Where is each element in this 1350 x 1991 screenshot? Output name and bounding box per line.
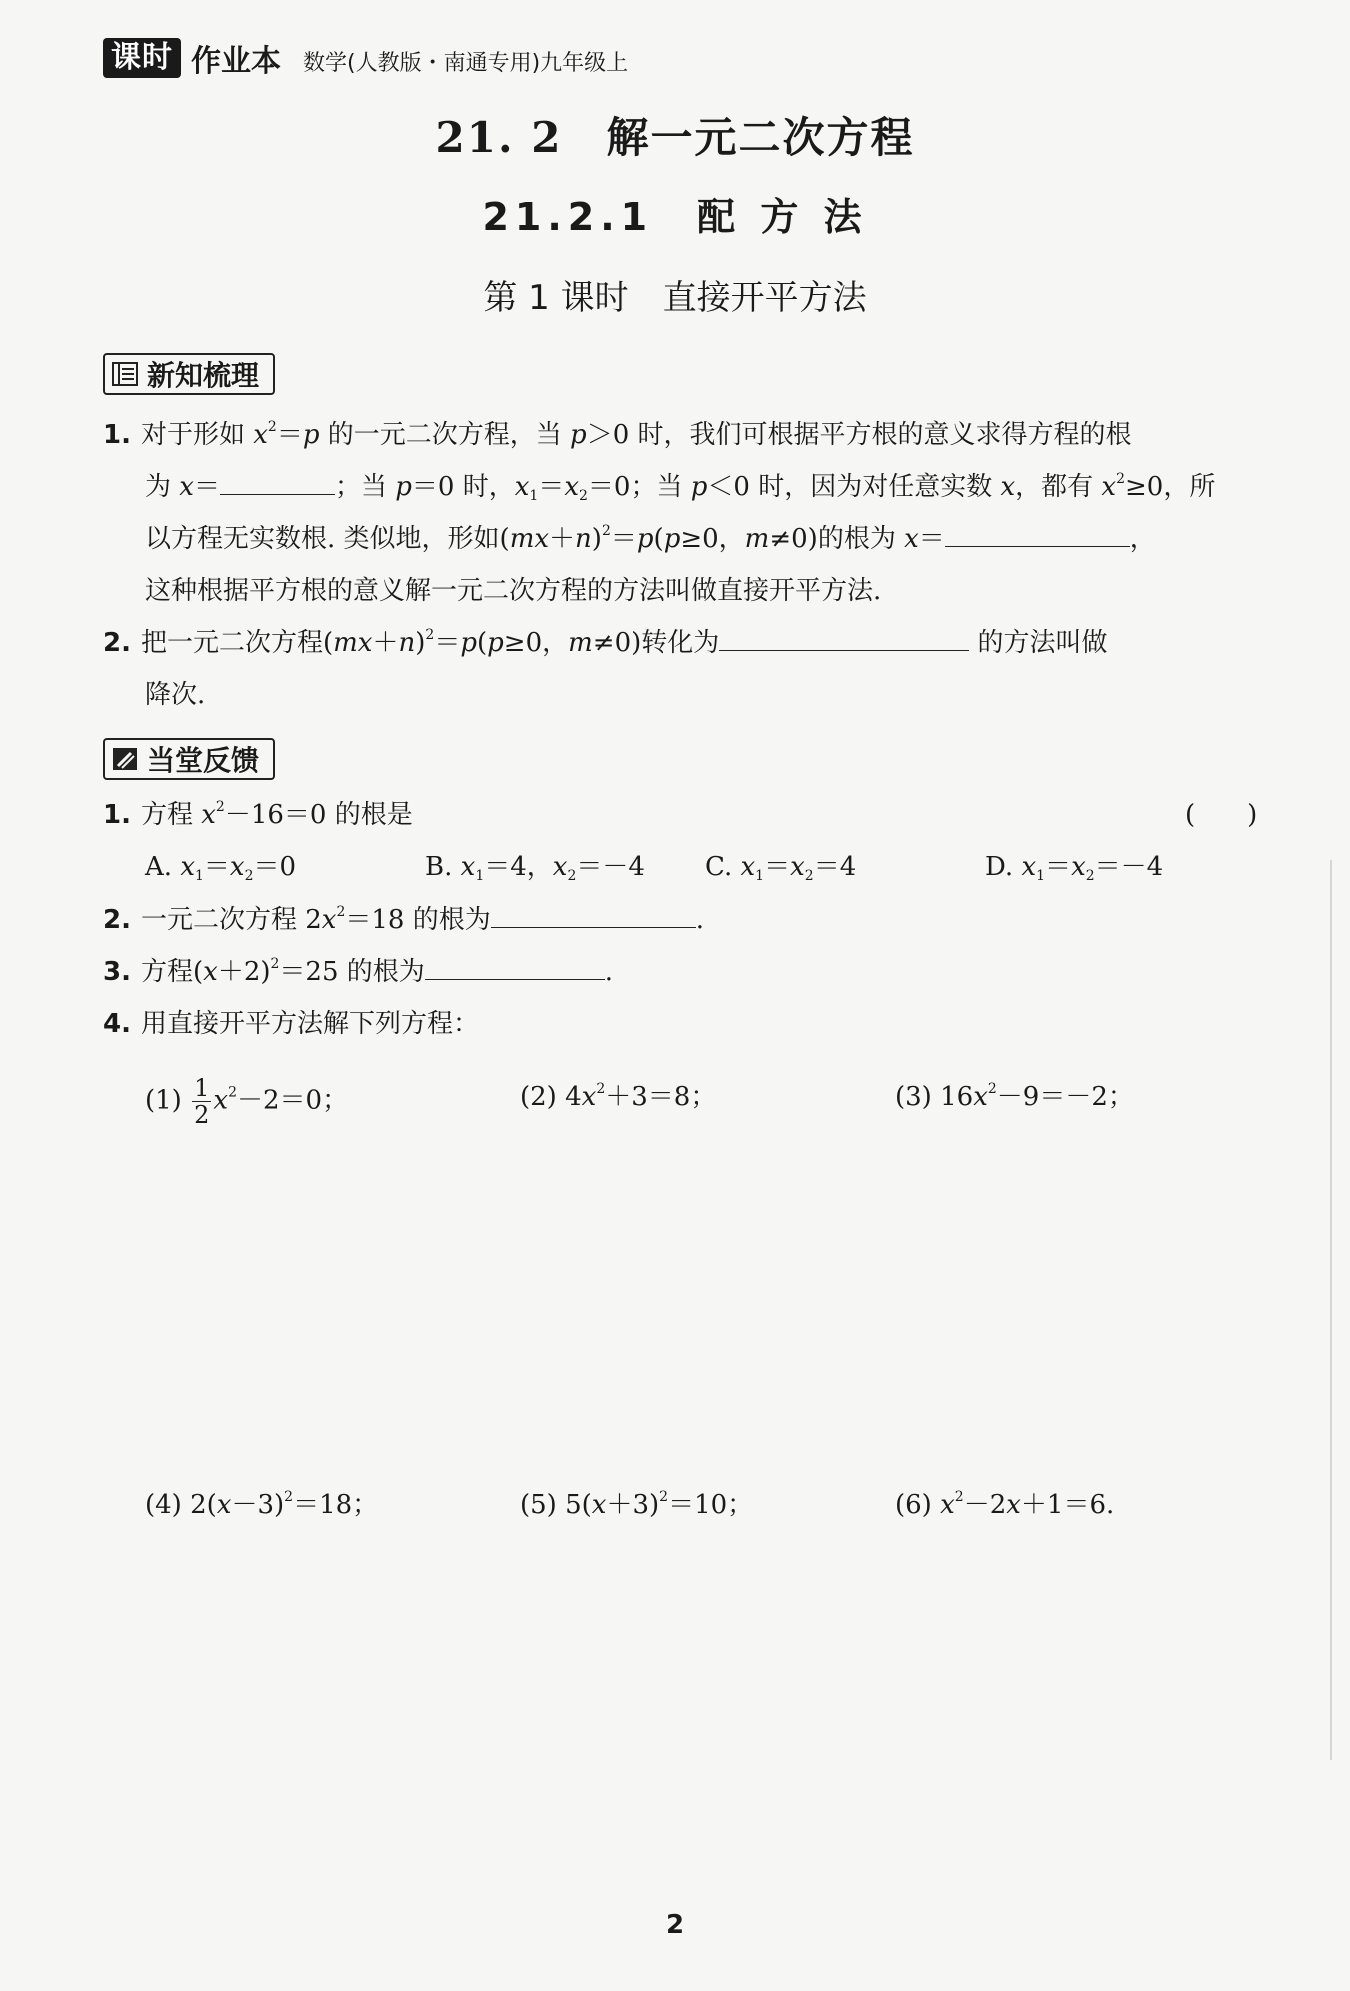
brand-logo: 课时 bbox=[103, 38, 181, 78]
question-number: 2. bbox=[103, 628, 131, 658]
text: ， bbox=[1129, 524, 1156, 554]
option-letter: B. bbox=[425, 852, 453, 882]
s1-q1-line3: 以方程无实数根. 类似地，形如$(mx+n)^2=p(p\ge 0$，m≠0)的根为 x＝ ， bbox=[145, 523, 1156, 554]
option-b[interactable]: B. $x_1=4$，$x_2=-4$ bbox=[425, 852, 645, 884]
subject-line: 数学(人教版・南通专用)九年级上 bbox=[303, 50, 629, 76]
text: 转化为 bbox=[641, 628, 720, 658]
page-edge-shadow bbox=[1330, 860, 1332, 1760]
option-d[interactable]: D. $x_1=x_2=-4$ bbox=[985, 852, 1164, 884]
pencil-icon bbox=[111, 746, 139, 772]
text: . bbox=[604, 957, 614, 987]
page-number: 2 bbox=[665, 1910, 685, 1940]
text: 一元二次方程 bbox=[140, 905, 306, 935]
q4-part-4: (4) $2(x-3)^2=18$； bbox=[145, 1489, 379, 1520]
text: 把一元二次方程 bbox=[140, 628, 323, 658]
part-label: (1) bbox=[145, 1085, 182, 1116]
answer-blank[interactable] bbox=[719, 628, 969, 651]
option-c[interactable]: C. $x_1=x_2=4$ bbox=[705, 852, 857, 884]
lesson-title: 第 1 课时 直接开平方法 bbox=[483, 278, 867, 318]
text: 的根为 bbox=[817, 524, 905, 554]
s2-q3: 3. 方程$(x+2)^2=25$ 的根为 . bbox=[103, 956, 614, 987]
part-label: (4) bbox=[145, 1490, 182, 1520]
answer-blank[interactable] bbox=[491, 905, 696, 928]
question-number: 1. bbox=[103, 420, 131, 450]
section-label-new-knowledge bbox=[103, 353, 275, 395]
text: ；当 bbox=[334, 472, 396, 502]
q4-part-2: (2) $4x^2+3=8$； bbox=[520, 1081, 717, 1112]
option-a[interactable]: A. $x_1=x_2=0$ bbox=[145, 852, 297, 884]
text: 方程 bbox=[140, 957, 193, 987]
text: 的根为 bbox=[412, 905, 491, 935]
text: 的一元二次方程，当 bbox=[327, 420, 571, 450]
s1-q1-line4: 这种根据平方根的意义解一元二次方程的方法叫做直接开平方法. bbox=[145, 576, 882, 606]
header bbox=[103, 38, 628, 78]
s2-q4 bbox=[103, 1009, 479, 1039]
answer-paren[interactable]: ( ) bbox=[1185, 800, 1258, 830]
option-letter: C. bbox=[705, 852, 733, 882]
s1-q2-line1: 2. 把一元二次方程$(mx+n)^2=p(p\ge 0$，m≠0)转化为 的方法叫做 bbox=[103, 627, 1108, 658]
text: 时，我们可根据平方根的意义求得方程的根 bbox=[637, 420, 1132, 450]
text: 的方法叫做 bbox=[977, 628, 1108, 658]
s1-q1-line2: 为 x＝ ；当 p＝0 时，$x_1=x_2=0$；当 p＜0 时，因为对任意实数 x，都有 $x^2\ge 0$，所 bbox=[145, 471, 1216, 504]
text: 对于形如 bbox=[140, 420, 254, 450]
s2-q1: 1. 方程 $x^2-16=0$ 的根是 bbox=[103, 799, 413, 830]
q4-part-6: (6) $x^2-2x+1=6$. bbox=[895, 1489, 1115, 1520]
text: 时，因为对任意实数 bbox=[758, 472, 1001, 502]
option-letter: D. bbox=[985, 852, 1014, 882]
part-label: (2) bbox=[520, 1082, 557, 1112]
text: ，所 bbox=[1163, 472, 1216, 502]
text: 为 bbox=[145, 472, 180, 502]
q4-part-3: (3) $16x^2-9=-2$； bbox=[895, 1081, 1134, 1112]
text: 的根是 bbox=[334, 800, 413, 830]
text: 以方程无实数根. 类似地，形如 bbox=[145, 524, 500, 554]
text: 用直接开平方法解下列方程： bbox=[140, 1009, 479, 1039]
subsection-title: 21.2.1 配 方 法 bbox=[482, 195, 868, 239]
text: ，都有 bbox=[1015, 472, 1102, 502]
answer-blank[interactable] bbox=[425, 957, 605, 980]
text: 方程 bbox=[140, 800, 202, 830]
answer-blank[interactable] bbox=[945, 524, 1130, 547]
section-label-text: 新知梳理 bbox=[147, 359, 260, 392]
section-title: 21. 2 解一元二次方程 bbox=[435, 113, 915, 162]
question-number: 3. bbox=[103, 957, 131, 987]
brand-name: 作业本 bbox=[191, 44, 281, 79]
text: . bbox=[695, 905, 705, 935]
section-label-text: 当堂反馈 bbox=[147, 744, 260, 777]
notebook-icon bbox=[111, 361, 139, 387]
part-label: (6) bbox=[895, 1490, 932, 1520]
q4-part-5: (5) $5(x+3)^2=10$； bbox=[520, 1489, 754, 1520]
fraction-one-half: $\frac{1}{2}$ bbox=[194, 1074, 210, 1129]
s1-q2-line2: 降次. bbox=[145, 680, 206, 710]
text: ；当 bbox=[630, 472, 691, 502]
s1-q1-line1: 1. 对于形如 $x^2=p$ 的一元二次方程，当 p＞0 时，我们可根据平方根的意义求得方程的根 bbox=[103, 419, 1132, 450]
q4-part-1: (1) $\frac{1}{2}$ $x^2-2=0$； bbox=[145, 1074, 349, 1129]
question-number: 2. bbox=[103, 905, 131, 935]
part-label: (5) bbox=[520, 1490, 557, 1520]
option-letter: A. bbox=[145, 852, 173, 882]
question-number: 4. bbox=[103, 1009, 131, 1039]
answer-blank[interactable] bbox=[220, 472, 335, 495]
section-label-feedback bbox=[103, 738, 275, 780]
question-number: 1. bbox=[103, 800, 131, 830]
part-label: (3) bbox=[895, 1082, 932, 1112]
text: 时， bbox=[462, 472, 515, 502]
s2-q2: 2. 一元二次方程 $2x^2=18$ 的根为 . bbox=[103, 904, 705, 935]
text: 的根为 bbox=[346, 957, 425, 987]
